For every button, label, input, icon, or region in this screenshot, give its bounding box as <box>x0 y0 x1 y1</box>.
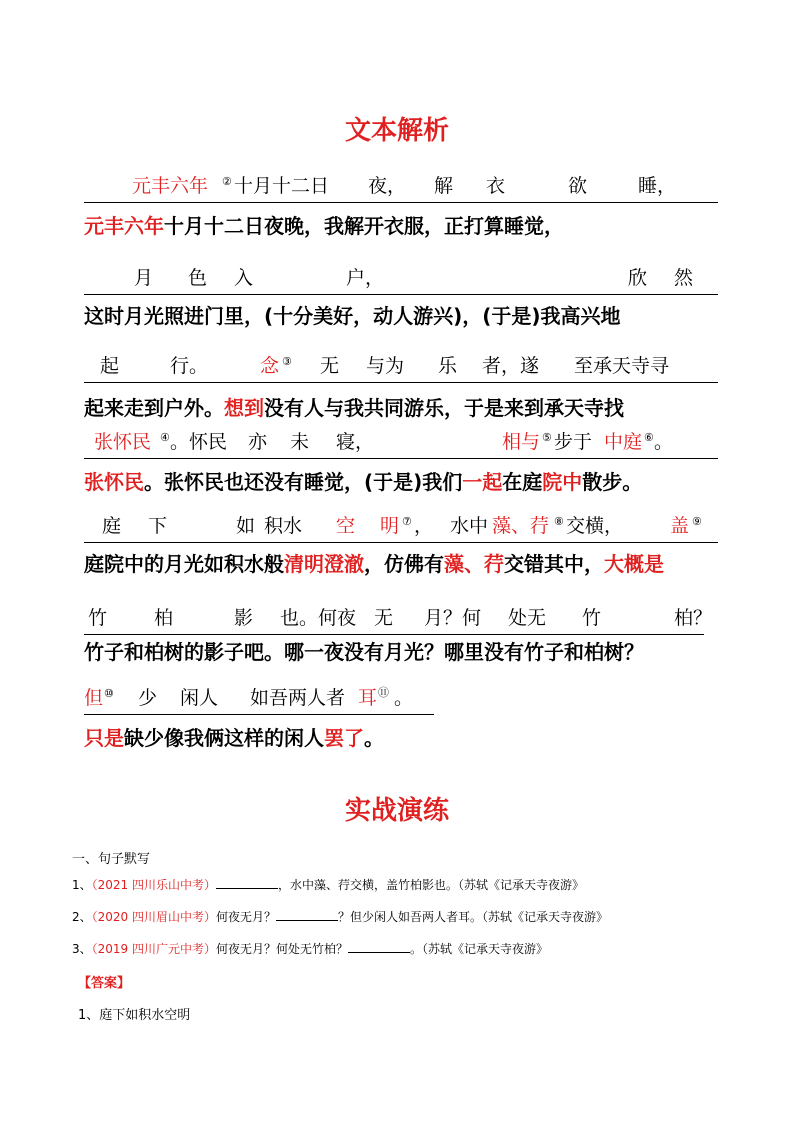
question-post: ，水中藻、荇交横，盖竹柏影也。（苏轼《记承天寺夜游》 <box>278 878 585 892</box>
original-token: 入 <box>234 267 254 289</box>
title-text-analysis: 文本解析 <box>344 116 449 146</box>
question-1 <box>72 876 584 893</box>
original-token: 衣 <box>486 175 506 197</box>
title-practice: 实战演练 <box>344 796 449 826</box>
original-token: 十月十二日 <box>234 175 330 197</box>
footnote-marker: ⑤ <box>542 431 552 444</box>
question-2 <box>72 908 608 925</box>
translation-line-6 <box>84 636 644 665</box>
footnote-marker: ⑩ <box>104 687 114 700</box>
footnote-marker: ④ <box>160 431 170 444</box>
original-token: 乐 <box>438 355 458 377</box>
original-line-5 <box>84 512 718 543</box>
original-token: 步于 <box>554 431 593 453</box>
original-token: 欲 <box>568 175 588 197</box>
original-token: 积水 <box>264 515 303 537</box>
original-token: 月？何 <box>424 607 482 629</box>
translation-text: 在庭 <box>502 470 543 494</box>
original-token: 然 <box>674 267 694 289</box>
original-token: 柏 <box>154 607 174 629</box>
original-line-3 <box>84 352 718 383</box>
original-token: 月 <box>134 267 154 289</box>
answer-1: 1、庭下如积水空明 <box>78 1008 191 1023</box>
original-token: 也。何夜 <box>280 607 357 629</box>
translation-text: 交错其中， <box>504 552 604 576</box>
original-token: 寝， <box>336 431 375 453</box>
translation-text: 散步。 <box>582 470 643 494</box>
answer-blank[interactable] <box>348 940 410 953</box>
translation-text: ，仿佛有 <box>364 552 444 576</box>
original-token: 张怀民 <box>94 431 152 453</box>
original-token: 。 <box>394 687 414 709</box>
original-token: 。怀民 <box>170 431 228 453</box>
original-line-7 <box>84 684 434 715</box>
original-token: 无 <box>320 355 340 377</box>
highlight-text: 藻、荇 <box>444 552 504 576</box>
original-token: 藻、荇 <box>492 515 550 537</box>
original-token: 闲人 <box>180 687 219 709</box>
original-line-4 <box>84 428 718 459</box>
original-token: 竹 <box>582 607 602 629</box>
highlight-text: 元丰六年 <box>84 214 164 238</box>
translation-text: 庭院中的月光如积水般 <box>84 552 284 576</box>
original-line-2 <box>84 264 718 295</box>
original-token: 影 <box>234 607 254 629</box>
footnote-marker: ⑥ <box>644 431 654 444</box>
question-pre: 何夜无月？何处无竹柏？ <box>216 942 349 956</box>
translation-line-1 <box>84 210 564 239</box>
question-num: 1、 <box>72 878 92 892</box>
original-token: 户， <box>346 267 385 289</box>
answer-blank[interactable] <box>216 876 278 889</box>
footnote-marker: ⑦ <box>402 515 412 528</box>
highlight-text: 大概是 <box>604 552 664 576</box>
original-token: 交横， <box>566 515 624 537</box>
original-token: 柏？ <box>674 607 713 629</box>
original-token: 睡， <box>638 175 677 197</box>
original-token: 但 <box>84 687 104 709</box>
original-line-6 <box>84 604 713 635</box>
question-post: ？但少闲人如吾两人者耳。（苏轼《记承天寺夜游》 <box>338 910 609 924</box>
original-token: 水中 <box>450 515 489 537</box>
original-token: 行。 <box>170 355 209 377</box>
question-post: 。（苏轼《记承天寺夜游》 <box>410 942 549 956</box>
original-token: ， <box>414 515 434 537</box>
answer-label: 【答案】 <box>78 976 131 991</box>
translation-line-2 <box>84 300 621 329</box>
translation-text: 缺少像我俩这样的闲人 <box>124 726 324 750</box>
footnote-marker: ② <box>222 175 232 188</box>
original-token: 者，遂 <box>482 355 540 377</box>
highlight-text: 罢了 <box>324 726 364 750</box>
original-token: 少 <box>138 687 158 709</box>
original-token: 元丰六年 <box>132 175 209 197</box>
translation-text: 。张怀民也还没有睡觉，(于是)我们 <box>144 470 463 494</box>
highlight-text: 院中 <box>542 470 583 494</box>
footnote-marker: ⑧ <box>554 515 564 528</box>
original-token: 相与 <box>502 431 541 453</box>
original-token: 盖 <box>670 515 690 537</box>
original-token: 庭 <box>102 515 122 537</box>
original-token: 夜， <box>368 175 407 197</box>
translation-text: 十月十二日夜晚，我解开衣服，正打算睡觉， <box>164 214 564 238</box>
original-token: 解 <box>434 175 454 197</box>
original-line-1 <box>84 172 718 203</box>
translation-text: 没有人与我共同游乐，于是来到承天寺找 <box>264 396 624 420</box>
original-token: 亦 <box>248 431 268 453</box>
question-tag: （2021 四川乐山中考） <box>91 878 216 892</box>
question-pre: 何夜无月？ <box>216 910 277 924</box>
translation-line-5 <box>84 548 664 577</box>
translation-line-7 <box>84 722 384 751</box>
original-token: 色 <box>188 267 208 289</box>
highlight-text: 清明澄澈 <box>284 552 364 576</box>
translation-text: 起来走到户外。 <box>84 396 224 420</box>
original-token: 耳 <box>358 687 378 709</box>
question-num: 3、 <box>72 942 92 956</box>
original-token: 如吾两人者 <box>250 687 346 709</box>
footnote-marker: ⑪ <box>378 686 389 699</box>
original-token: 至承天寺寻 <box>574 355 670 377</box>
highlight-text: 只是 <box>84 726 124 750</box>
original-token: 竹 <box>88 607 108 629</box>
original-token: 处无 <box>508 607 547 629</box>
section-heading: 一、句子默写 <box>72 852 151 867</box>
original-token: 空 <box>336 515 356 537</box>
original-token: 下 <box>148 515 168 537</box>
original-token: 如 <box>236 515 256 537</box>
translation-line-3 <box>84 392 624 421</box>
original-token: 与为 <box>366 355 405 377</box>
question-num: 2、 <box>72 910 92 924</box>
question-3 <box>72 940 548 957</box>
original-token: 起 <box>100 355 120 377</box>
translation-text: 这时月光照进门里，(十分美好，动人游兴)，(于是)我高兴地 <box>84 304 621 328</box>
answer-blank[interactable] <box>276 908 338 921</box>
original-token: 。 <box>654 431 674 453</box>
translation-text: 。 <box>364 726 384 750</box>
highlight-text: 张怀民 <box>84 470 144 494</box>
translation-text: 竹子和柏树的影子吧。哪一夜没有月光？哪里没有竹子和柏树？ <box>84 640 644 664</box>
original-token: 念 <box>260 355 280 377</box>
footnote-marker: ③ <box>282 355 292 368</box>
translation-line-4 <box>84 466 642 495</box>
highlight-text: 一起 <box>462 470 503 494</box>
original-token: 欣 <box>628 267 648 289</box>
question-tag: （2019 四川广元中考） <box>91 942 216 956</box>
question-tag: （2020 四川眉山中考） <box>91 910 216 924</box>
original-token: 无 <box>374 607 394 629</box>
original-token: 中庭 <box>604 431 643 453</box>
highlight-text: 想到 <box>224 396 264 420</box>
original-token: 明 <box>380 515 400 537</box>
footnote-marker: ⑨ <box>692 515 702 528</box>
original-token: 未 <box>290 431 310 453</box>
